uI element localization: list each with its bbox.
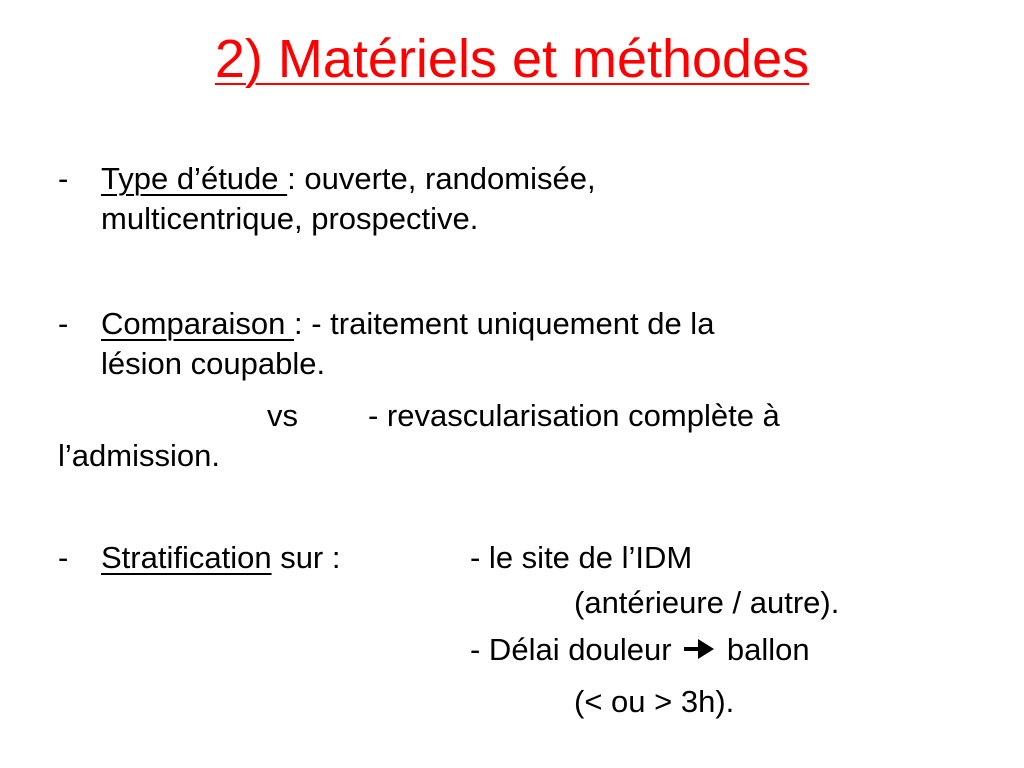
bullet-stratification [101, 539, 340, 577]
versus-text: - revascularisation complète à [368, 398, 780, 433]
bullet-label-comparaison: Comparaison [101, 306, 294, 341]
bullet-text-comparaison: : - traitement uniquement de la [293, 306, 715, 341]
versus-continuation: l’admission. [58, 438, 220, 473]
stratification-item-delai-detail: (< ou > 3h). [574, 684, 735, 719]
delai-text: - Délai douleur [470, 632, 672, 667]
bullet-marker: - [58, 306, 69, 341]
right-arrow-icon [682, 633, 716, 671]
bullet-text-type-etude: : ouverte, randomisée, [287, 161, 596, 196]
bullet-label-stratification: Stratification [101, 540, 272, 575]
stratification-item-site: - le site de l’IDM [470, 540, 693, 575]
slide-title: 2) Matériels et méthodes [214, 29, 810, 89]
bullet-marker: - [58, 161, 69, 196]
bullet-continuation: multicentrique, prospective. [101, 201, 479, 236]
bullet-continuation: lésion coupable. [101, 346, 326, 381]
versus-label: vs [267, 398, 298, 433]
bullet-type-etude [101, 160, 596, 198]
bullet-marker: - [58, 540, 69, 575]
bullet-label-type-etude: Type d’étude [101, 161, 288, 196]
stratification-item-site-detail: (antérieure / autre). [574, 585, 840, 620]
bullet-comparaison [101, 305, 714, 343]
bullet-text-stratification: sur : [271, 540, 341, 575]
ballon-text: ballon [718, 632, 810, 667]
stratification-item-delai [470, 631, 810, 671]
